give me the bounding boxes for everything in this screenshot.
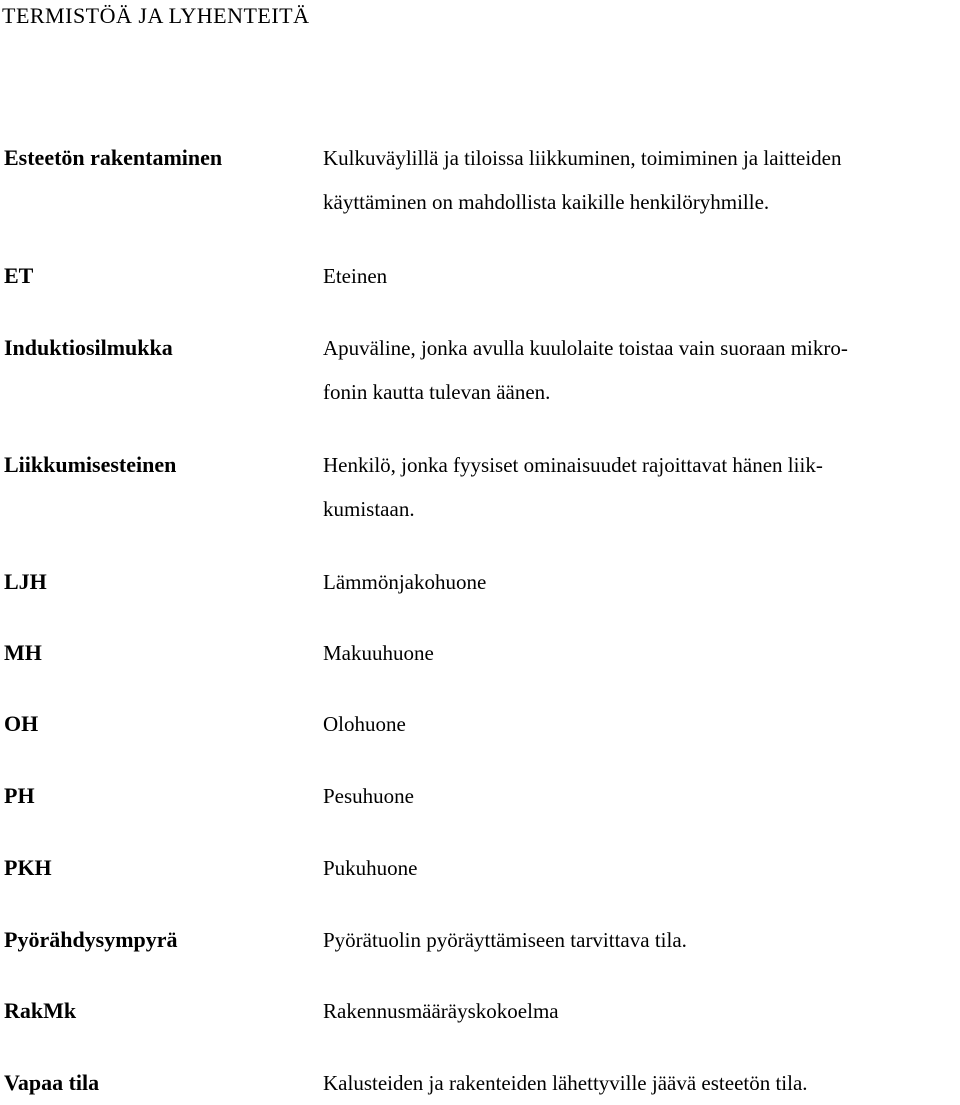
definition-line: Pyörätuolin pyöräyttämiseen tarvittava tila. [323, 928, 687, 952]
glossary-term: MH [4, 640, 42, 665]
definition-line: Apuväline, jonka avulla kuulolaite toistaa vain suoraan mikro- [323, 336, 848, 360]
definition-line: Eteinen [323, 264, 388, 288]
glossary-definition [323, 1061, 955, 1105]
glossary-definition [323, 631, 955, 675]
glossary-term: Liikkumisesteinen [4, 452, 177, 477]
glossary-definition [323, 443, 955, 531]
glossary-definition [323, 918, 955, 962]
definition-line: kumistaan. [323, 497, 415, 521]
definition-line: Rakennusmääräyskokoelma [323, 999, 559, 1023]
glossary-term: Vapaa tila [4, 1070, 100, 1095]
glossary-definition [323, 989, 955, 1033]
definition-line: Makuuhuone [323, 641, 434, 665]
glossary-term: OH [4, 711, 39, 736]
glossary-definition [323, 560, 955, 604]
definition-line: Kalusteiden ja rakenteiden lähettyville jäävä esteetön tila. [323, 1071, 808, 1095]
glossary-definition [323, 774, 955, 818]
glossary-definition [323, 326, 955, 414]
glossary-term: ET [4, 263, 34, 288]
definition-line: Kulkuväylillä ja tiloissa liikkuminen, toimiminen ja laitteiden [323, 146, 842, 170]
glossary-term: Induktiosilmukka [4, 335, 173, 360]
glossary-definition [323, 702, 955, 746]
definition-line: Lämmönjakohuone [323, 570, 487, 594]
definition-line: käyttäminen on mahdollista kaikille henkilöryhmille. [323, 190, 770, 214]
definition-line: Pukuhuone [323, 856, 418, 880]
definition-line: Pesuhuone [323, 784, 414, 808]
glossary-term: LJH [4, 569, 47, 594]
definition-line: fonin kautta tulevan äänen. [323, 380, 551, 404]
glossary-term: PH [4, 783, 35, 808]
glossary-term: Pyörähdysympyrä [4, 927, 178, 952]
definition-line: Olohuone [323, 712, 406, 736]
glossary-term: PKH [4, 855, 52, 880]
glossary-term: RakMk [4, 998, 77, 1023]
glossary-definition [323, 846, 955, 890]
definition-line: Henkilö, jonka fyysiset ominaisuudet rajoittavat hänen liik- [323, 453, 823, 477]
glossary-definition [323, 254, 955, 298]
page-title: TERMISTÖÄ JA LYHENTEITÄ [2, 3, 310, 28]
glossary-term: Esteetön rakentaminen [4, 145, 223, 170]
glossary-definition [323, 136, 955, 224]
